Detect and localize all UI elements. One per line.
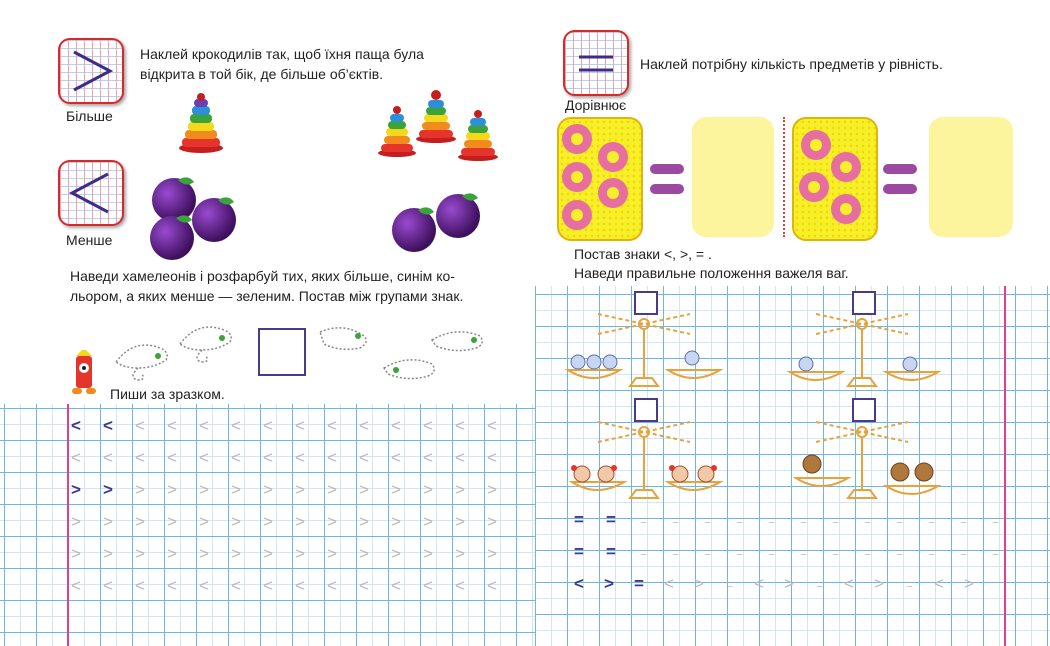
trace-sign: <: [664, 574, 674, 593]
task-chameleons-line2: льором, а яких менше — зеленим. Постав між групами знак.: [70, 288, 464, 304]
trace-sign: >: [455, 480, 465, 499]
trace-sign: <: [327, 576, 337, 595]
trace-sign: >: [327, 480, 337, 499]
greater-sign-card: [58, 38, 124, 104]
trace-sign: =: [634, 574, 644, 593]
trace-sign: <: [103, 576, 113, 595]
trace-equal-dots: ::::: [735, 547, 742, 557]
task-crocodiles: Наклей крокодилів так, щоб їхня паща була відкрита в той бік, де більше об’єктів.: [140, 46, 424, 82]
trace-equal-dots: ::::: [959, 515, 966, 525]
plums-group-three: [144, 176, 240, 262]
sample-less-sign: <: [71, 416, 81, 435]
trace-sign: <: [231, 576, 241, 595]
chameleons-left-group: [108, 322, 248, 382]
trace-sign: >: [263, 512, 273, 531]
trace-sign: <: [423, 416, 433, 435]
trace-equal-dots: ::::: [703, 547, 710, 557]
task-chameleons-line1: Наведи хамелеонів і розфарбуй тих, яких більше, синім ко-: [70, 268, 455, 284]
pyramid-toy-icon: [456, 106, 500, 162]
trace-sign: <: [71, 576, 81, 595]
scale-answer-box-3[interactable]: [634, 398, 658, 422]
donuts-four-icon: [792, 117, 876, 239]
balance-scales-group: [560, 290, 1000, 510]
more-label: Більше: [66, 108, 113, 124]
trace-sign: <: [199, 416, 209, 435]
trace-equal-dots: ::::: [639, 547, 646, 557]
trace-equal-dots: ::::: [895, 547, 902, 557]
trace-sign: >: [263, 480, 273, 499]
sample-less-sign: <: [103, 416, 113, 435]
trace-sign: <: [487, 416, 497, 435]
chameleons-right-group: [316, 320, 496, 396]
trace-sign: <: [455, 416, 465, 435]
trace-sign: >: [694, 574, 704, 593]
task-write-by-sample: Пиши за зразком.: [110, 386, 225, 402]
trace-sign: >: [295, 480, 305, 499]
trace-equal-dots: ::::: [671, 547, 678, 557]
trace-sign: <: [487, 448, 497, 467]
trace-equal-dots: ::::: [767, 547, 774, 557]
trace-sign: <: [423, 576, 433, 595]
trace-sign: >: [103, 544, 113, 563]
trace-sign: >: [199, 480, 209, 499]
less-label: Менше: [66, 232, 113, 248]
dotted-separator: [783, 117, 785, 237]
trace-sign: >: [71, 512, 81, 531]
trace-sign: <: [359, 576, 369, 595]
trace-sign: <: [167, 576, 177, 595]
comparison-sign-box[interactable]: [258, 328, 306, 376]
scale-answer-box-4[interactable]: [852, 398, 876, 422]
trace-equal-dots: ::::: [799, 515, 806, 525]
trace-sign: >: [423, 480, 433, 499]
equal-sign-card: [563, 30, 629, 96]
trace-sign: >: [295, 544, 305, 563]
trace-sign: >: [135, 512, 145, 531]
less-sign-card: [58, 160, 124, 226]
trace-equal-dots: ::::: [831, 547, 838, 557]
trace-sign: <: [231, 448, 241, 467]
equal-bar-bottom: [650, 184, 684, 194]
trace-equal-dots: ::::: [959, 547, 966, 557]
equals-icon: [565, 32, 627, 94]
trace-sign: >: [391, 544, 401, 563]
equal-bar-bottom: [883, 184, 917, 194]
equal-bar-top: [650, 164, 684, 174]
trace-equal-dots: ::::: [895, 515, 902, 525]
trace-sign: <: [754, 574, 764, 593]
equal-label: Дорівнює: [565, 97, 627, 113]
trace-sign: >: [391, 512, 401, 531]
trace-sign: <: [263, 416, 273, 435]
task-signs-line1: Постав знаки <, >, = .: [574, 246, 712, 262]
scale-answer-box-2[interactable]: [852, 291, 876, 315]
trace-sign: >: [135, 544, 145, 563]
trace-sign: <: [359, 416, 369, 435]
trace-sign: >: [487, 480, 497, 499]
equal-bar-top: [883, 164, 917, 174]
sample-equal-sign: =: [606, 510, 616, 529]
trace-sign: >: [487, 544, 497, 563]
trace-sign: <: [295, 416, 305, 435]
trace-equal-dots: ::::: [991, 547, 998, 557]
trace-sign: <: [135, 448, 145, 467]
trace-sign: ::::: [815, 579, 822, 589]
trace-sign: >: [391, 480, 401, 499]
trace-equal-dots: ::::: [991, 515, 998, 525]
trace-sign: <: [263, 576, 273, 595]
trace-sign: >: [327, 544, 337, 563]
pyramid-toy-icon: [414, 86, 458, 144]
trace-sign: <: [423, 448, 433, 467]
trace-equal-dots: ::::: [799, 547, 806, 557]
trace-sign: >: [487, 512, 497, 531]
trace-sign: <: [455, 448, 465, 467]
trace-sign: <: [391, 576, 401, 595]
sample-greater-sign: >: [71, 480, 81, 499]
sticker-box-1[interactable]: [692, 117, 774, 237]
trace-equal-dots: ::::: [703, 515, 710, 525]
trace-sign: ::::: [905, 579, 912, 589]
trace-sign: >: [423, 512, 433, 531]
trace-sign: >: [167, 480, 177, 499]
trace-sign: <: [71, 448, 81, 467]
trace-sign: >: [103, 512, 113, 531]
trace-equal-dots: ::::: [639, 515, 646, 525]
trace-sign: <: [391, 416, 401, 435]
trace-sign: >: [964, 574, 974, 593]
trace-sign: <: [487, 576, 497, 595]
trace-sign: <: [167, 448, 177, 467]
trace-sign: >: [167, 544, 177, 563]
trace-sign: ::::: [725, 579, 732, 589]
trace-sign: <: [295, 576, 305, 595]
trace-sign: <: [844, 574, 854, 593]
trace-sign: >: [455, 544, 465, 563]
trace-sign: >: [231, 544, 241, 563]
trace-sign: <: [295, 448, 305, 467]
pyramid-toy-icon: [376, 102, 418, 158]
scale-answer-box-1[interactable]: [634, 291, 658, 315]
pyramid-toy-icon: [176, 92, 226, 154]
trace-sign: >: [263, 544, 273, 563]
trace-sign: <: [263, 448, 273, 467]
trace-equal-dots: ::::: [863, 547, 870, 557]
trace-sign: <: [934, 574, 944, 593]
greater-than-icon: [60, 40, 122, 102]
donuts-five-icon: [557, 117, 641, 239]
trace-equal-dots: ::::: [927, 547, 934, 557]
trace-equal-dots: ::::: [831, 515, 838, 525]
right-margin-line: [1004, 286, 1006, 646]
trace-equal-dots: ::::: [927, 515, 934, 525]
sample-greater-sign: >: [103, 480, 113, 499]
trace-sign: <: [103, 448, 113, 467]
trace-equal-dots: ::::: [671, 515, 678, 525]
trace-sign: >: [359, 544, 369, 563]
trace-sign: <: [135, 416, 145, 435]
trace-equal-dots: ::::: [863, 515, 870, 525]
trace-sign: <: [327, 448, 337, 467]
trace-sign: <: [359, 448, 369, 467]
sample-equal-sign: =: [574, 510, 584, 529]
trace-sign: <: [167, 416, 177, 435]
trace-equal-dots: ::::: [767, 515, 774, 525]
task-equality: Наклей потрібну кількість предметів у рівність.: [640, 56, 943, 72]
trace-sign: >: [199, 544, 209, 563]
trace-sign: <: [574, 574, 584, 593]
trace-sign: <: [327, 416, 337, 435]
plums-group-two: [390, 190, 486, 256]
trace-sign: >: [455, 512, 465, 531]
trace-sign: >: [327, 512, 337, 531]
trace-sign: <: [199, 448, 209, 467]
trace-sign: >: [231, 512, 241, 531]
trace-sign: >: [231, 480, 241, 499]
sticker-box-2[interactable]: [929, 117, 1013, 237]
trace-sign: <: [391, 448, 401, 467]
trace-sign: >: [359, 480, 369, 499]
pencil-mascot-icon: [68, 350, 102, 400]
trace-sign: <: [199, 576, 209, 595]
task-signs-line2: Наведи правильне положення важеля ваг.: [574, 265, 849, 281]
trace-sign: >: [604, 574, 614, 593]
trace-sign: <: [231, 416, 241, 435]
trace-sign: >: [167, 512, 177, 531]
less-than-icon: [60, 162, 122, 224]
trace-sign: >: [359, 512, 369, 531]
trace-sign: >: [423, 544, 433, 563]
sample-equal-sign: =: [574, 542, 584, 561]
sample-equal-sign: =: [606, 542, 616, 561]
trace-sign: <: [135, 576, 145, 595]
trace-sign: >: [295, 512, 305, 531]
trace-sign: >: [71, 544, 81, 563]
trace-sign: <: [455, 576, 465, 595]
trace-sign: >: [784, 574, 794, 593]
trace-sign: >: [135, 480, 145, 499]
trace-sign: >: [199, 512, 209, 531]
trace-equal-dots: ::::: [735, 515, 742, 525]
trace-sign: >: [874, 574, 884, 593]
